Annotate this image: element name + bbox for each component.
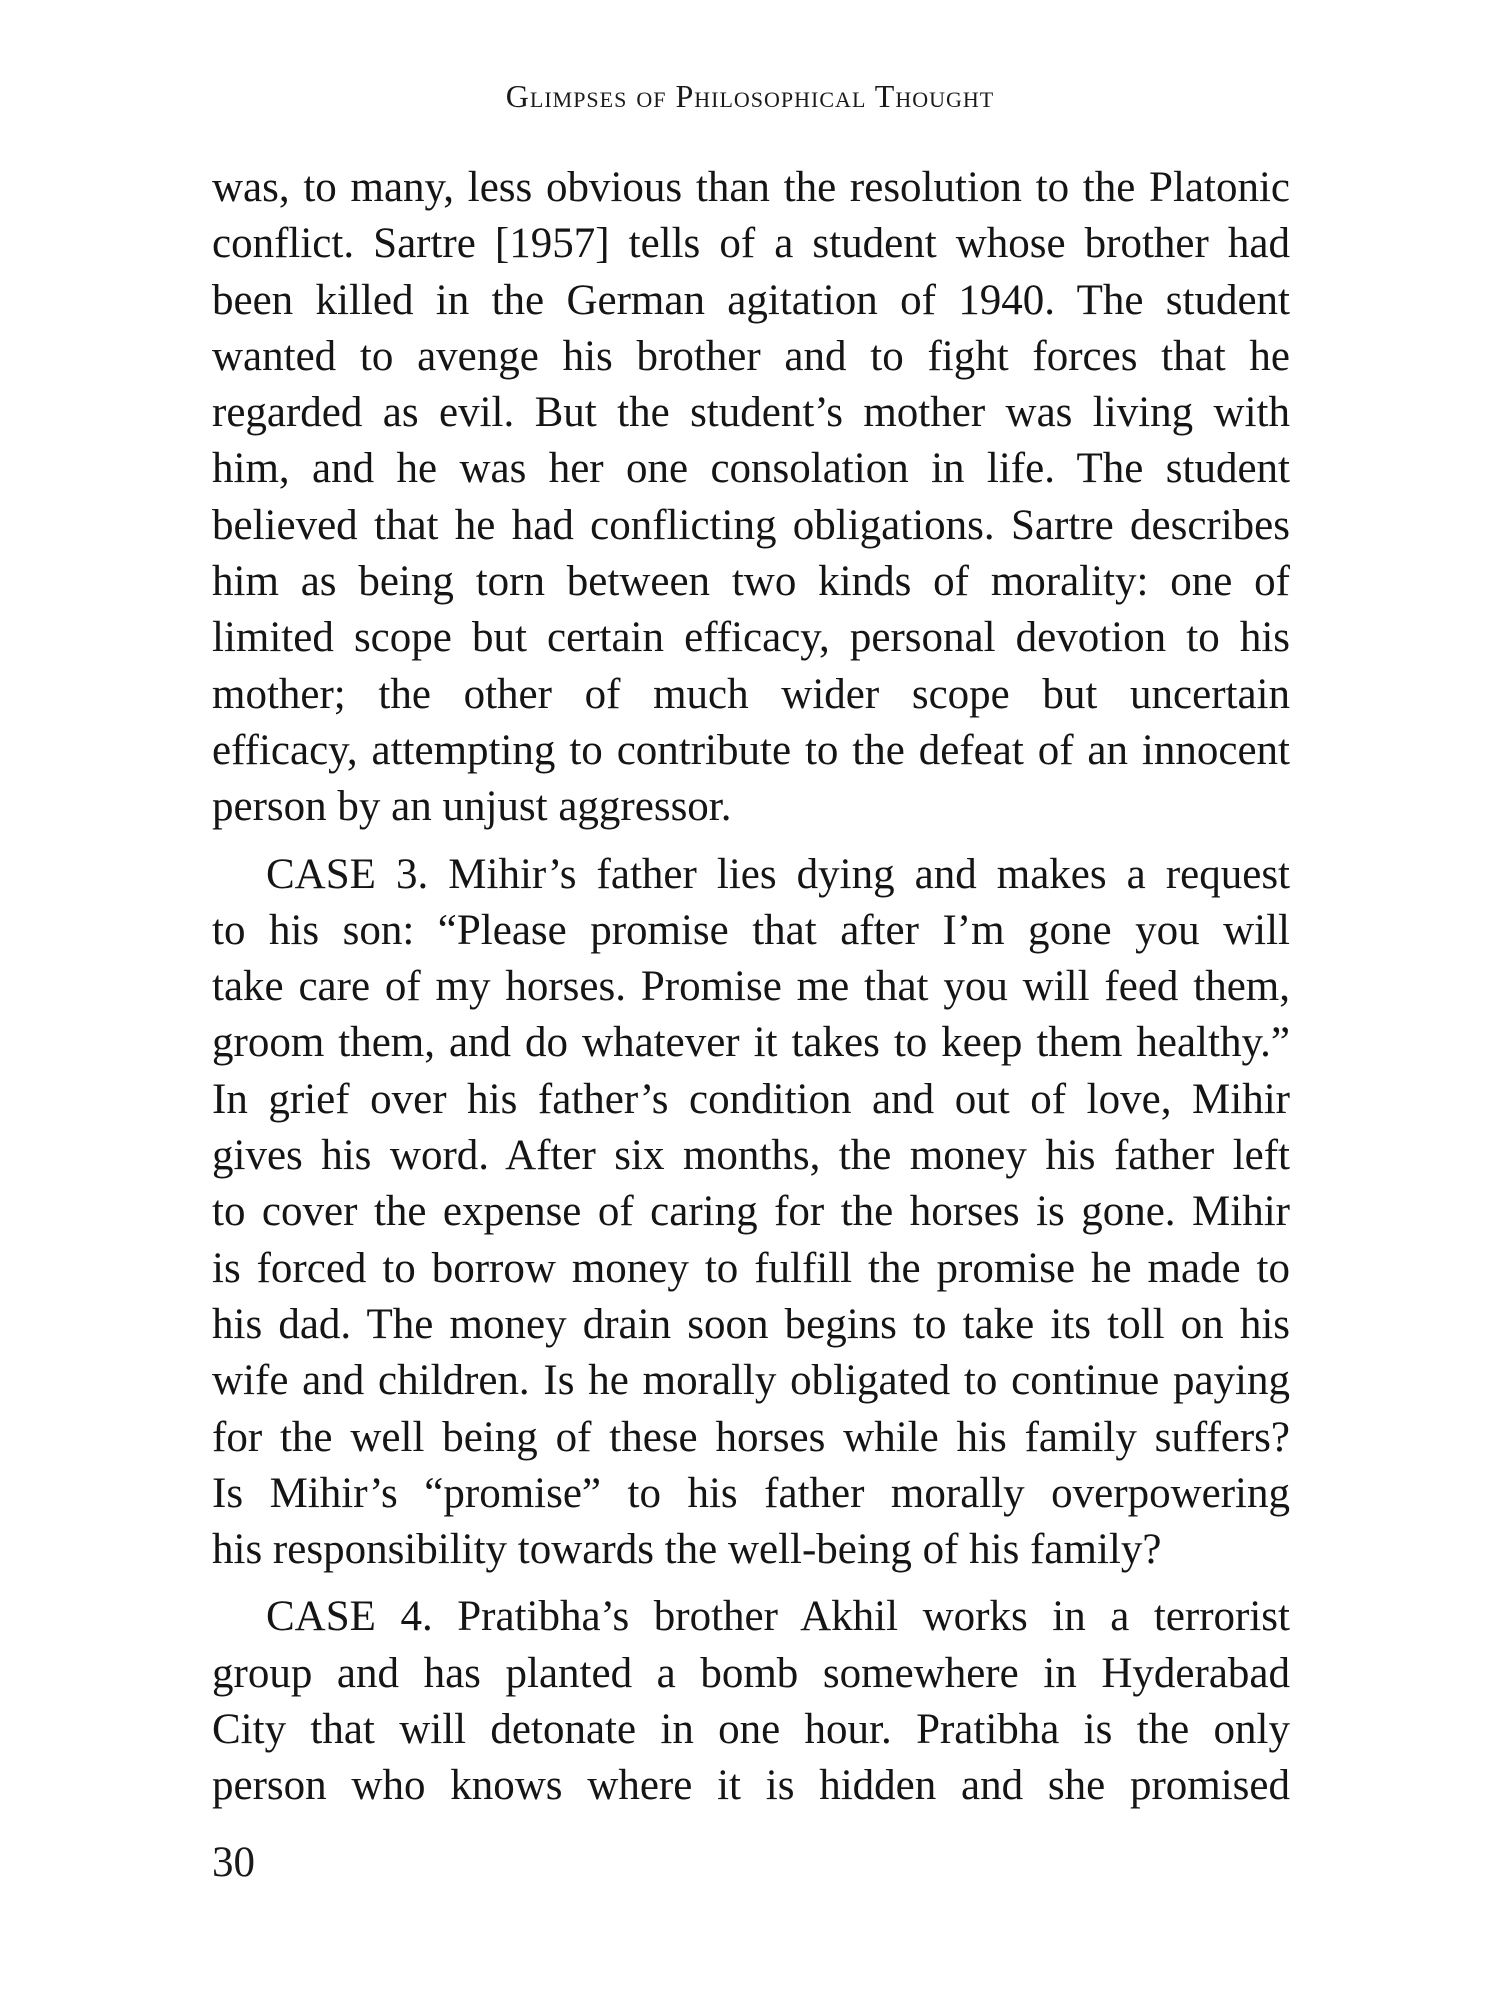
text-line: limited scope but certain efficacy, personal devotion to his xyxy=(212,614,1290,662)
text-line: his dad. The money drain soon begins to take its toll on his xyxy=(212,1300,1290,1348)
text-line: person who knows where it is hidden and she promised xyxy=(212,1762,1290,1810)
text-line: believed that he had conflicting obligations. Sartre describes xyxy=(212,501,1290,549)
text-line: CASE 4. Pratibha’s brother Akhil works in a terrorist xyxy=(266,1593,1290,1641)
text-line: mother; the other of much wider scope but uncertain xyxy=(212,670,1290,718)
text-line: wanted to avenge his brother and to fight forces that he xyxy=(212,332,1290,380)
text-line: him as being torn between two kinds of morality: one of xyxy=(212,558,1290,606)
text-line: to cover the expense of caring for the horses is gone. Mihir xyxy=(212,1188,1290,1236)
running-head: Glimpses of Philosophical Thought xyxy=(505,78,995,114)
text-line: efficacy, attempting to contribute to the defeat of an innocent xyxy=(212,726,1290,774)
text-line: to his son: “Please promise that after I’m gone you will xyxy=(212,906,1290,954)
page-number: 30 xyxy=(212,1839,255,1886)
text-line: is forced to borrow money to fulfill the promise he made to xyxy=(212,1244,1290,1292)
text-line: him, and he was her one consolation in life. The student xyxy=(212,445,1290,493)
text-line: was, to many, less obvious than the resolution to the Platonic xyxy=(212,164,1290,211)
text-line: In grief over his father’s condition and out of love, Mihir xyxy=(212,1075,1290,1123)
text-line: for the well being of these horses while his family suffers? xyxy=(212,1413,1290,1461)
text-line: gives his word. After six months, the money his father left xyxy=(212,1132,1290,1180)
text-line: person by an unjust aggressor. xyxy=(212,783,732,831)
text-line: wife and children. Is he morally obligated to continue paying xyxy=(212,1357,1290,1405)
text-line: been killed in the German agitation of 1940. The student xyxy=(212,276,1290,324)
text-line: Is Mihir’s “promise” to his father morally overpowering xyxy=(212,1469,1290,1517)
text-line: group and has planted a bomb somewhere in Hyderabad xyxy=(212,1649,1290,1697)
body-text xyxy=(212,160,1290,1815)
text-line: CASE 3. Mihir’s father lies dying and makes a request xyxy=(266,850,1290,898)
text-line: regarded as evil. But the student’s mother was living with xyxy=(212,389,1290,437)
text-line: conflict. Sartre [1957] tells of a student whose brother had xyxy=(212,220,1290,268)
text-line: take care of my horses. Promise me that you will feed them, xyxy=(212,963,1290,1011)
text-line: his responsibility towards the well-being of his family? xyxy=(212,1526,1162,1574)
text-line: groom them, and do whatever it takes to keep them healthy.” xyxy=(212,1019,1290,1067)
text-line: City that will detonate in one hour. Pratibha is the only xyxy=(212,1706,1290,1754)
